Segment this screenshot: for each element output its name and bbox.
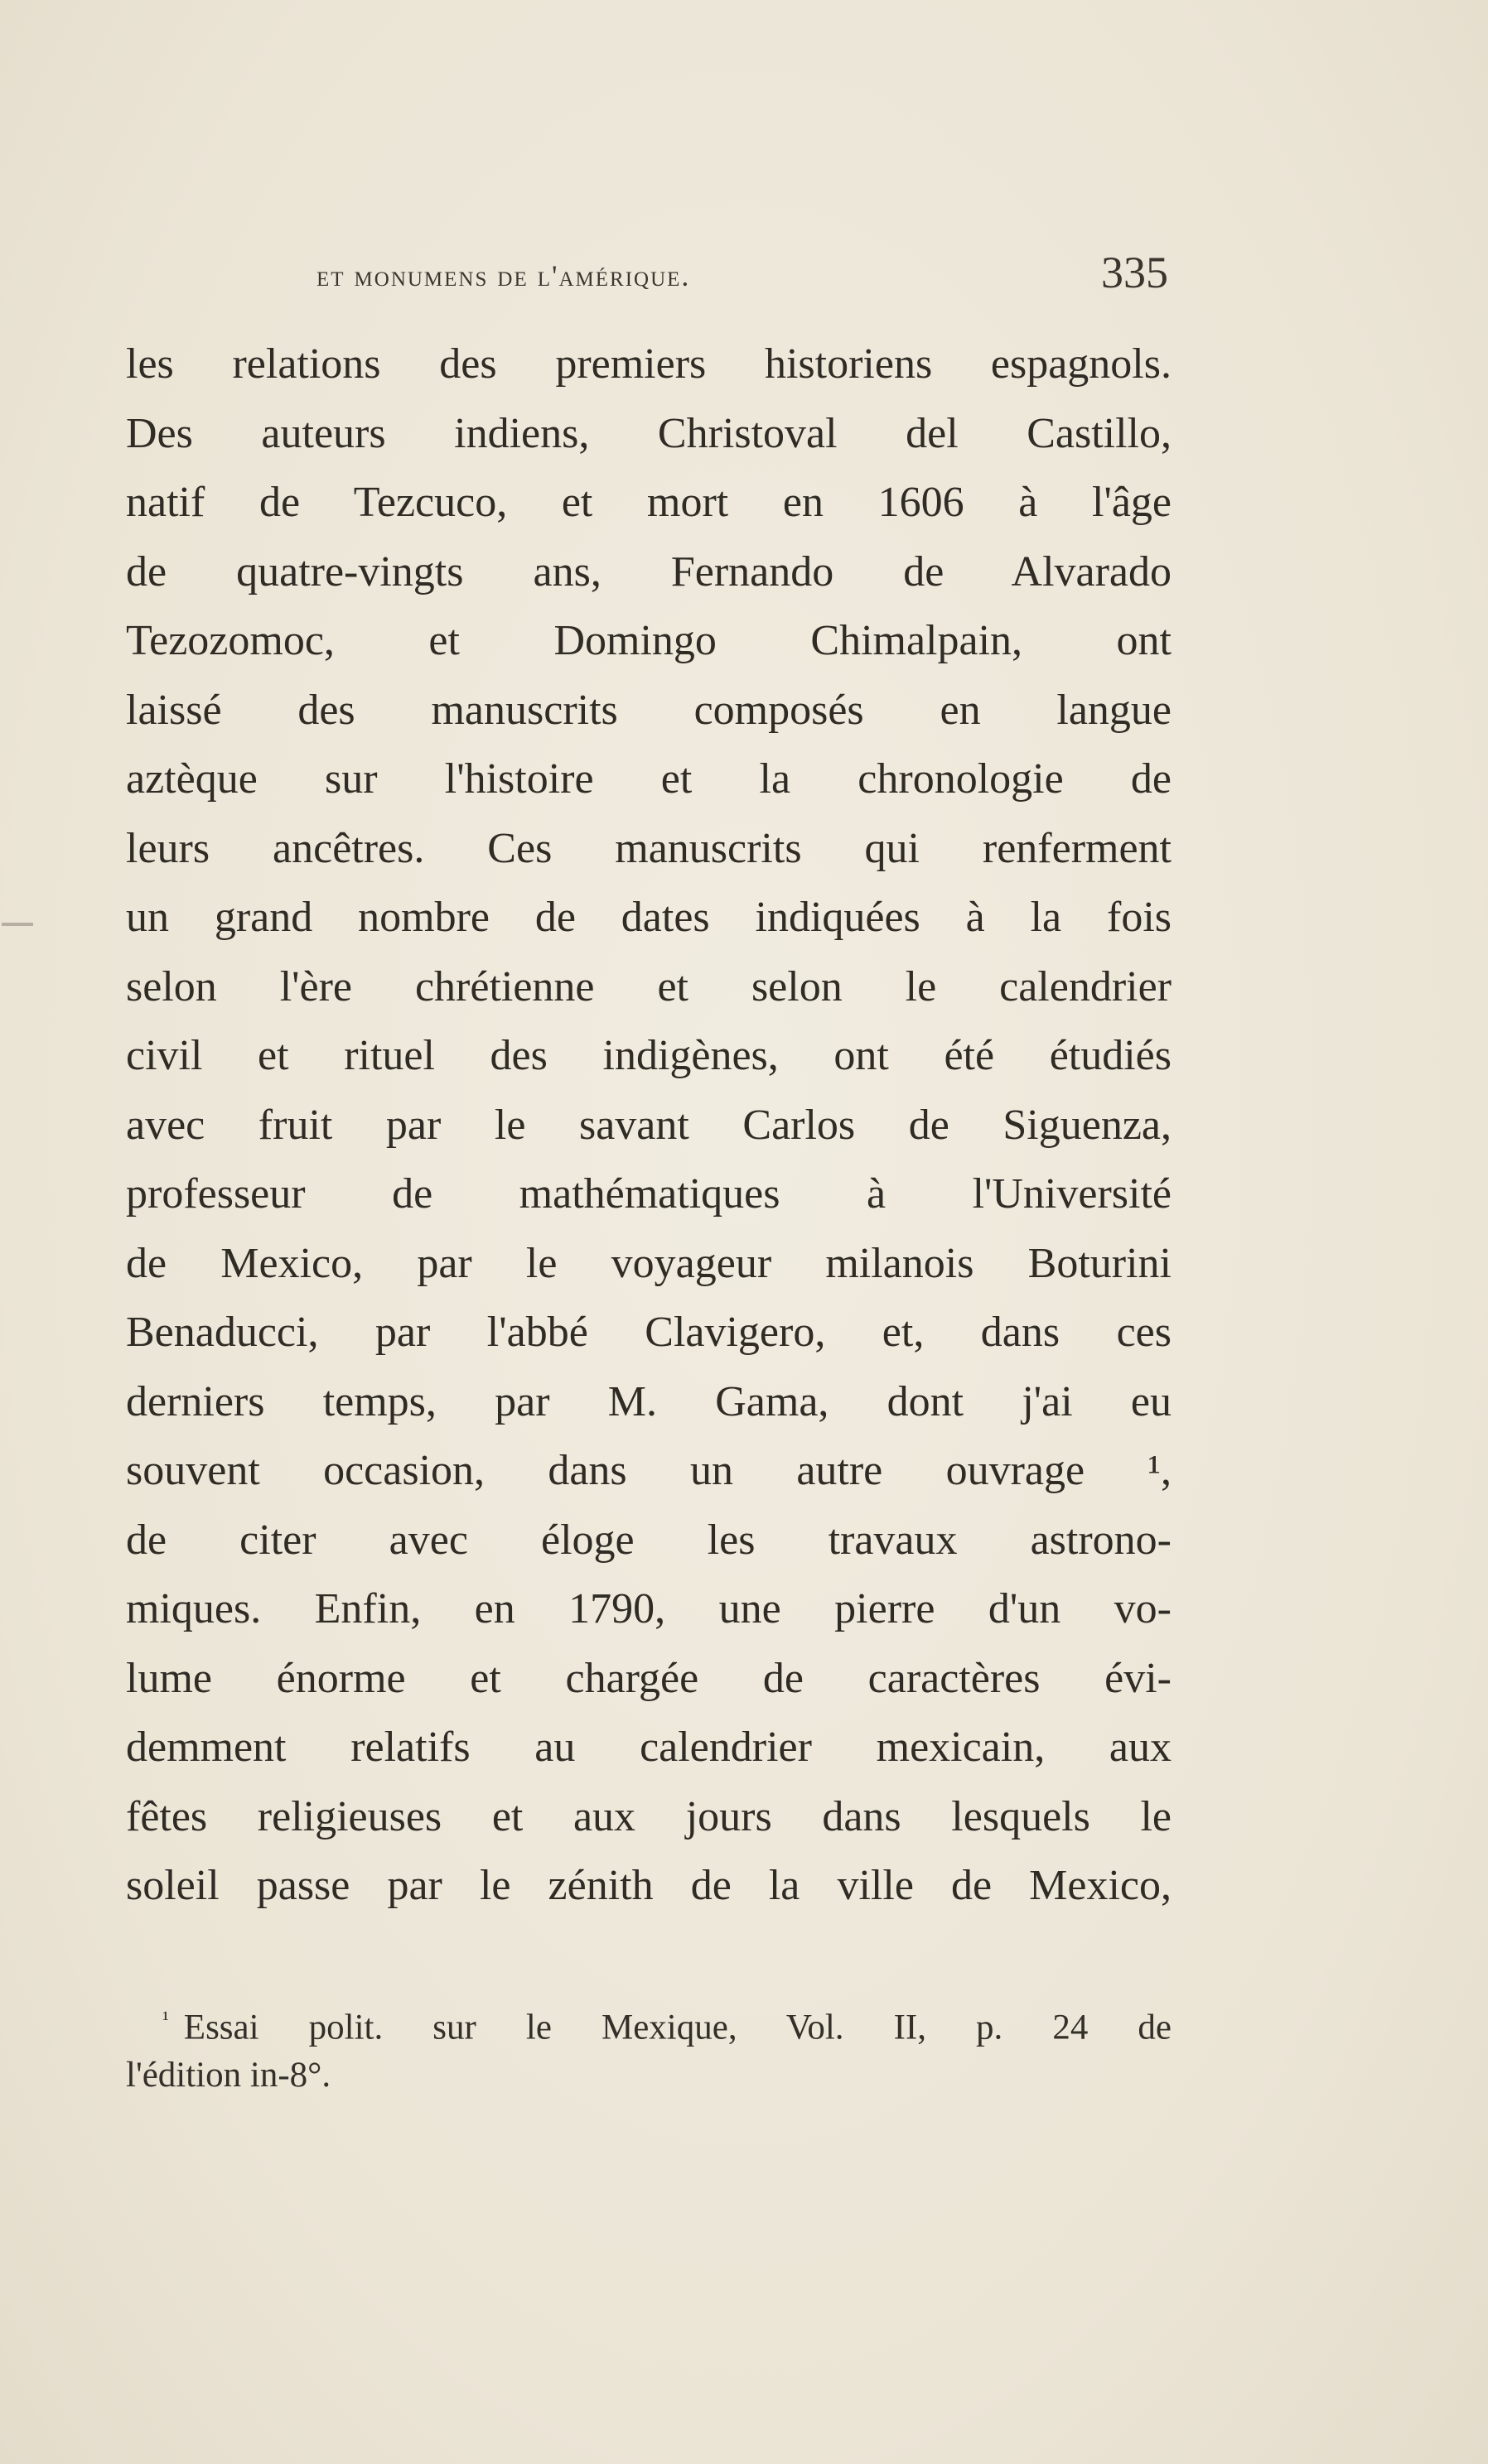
text-line: natif de Tezcuco, et mort en 1606 à l'âge <box>126 479 1172 526</box>
text-line: Des auteurs indiens, Christoval del Castillo, <box>126 409 1172 457</box>
text-line: professeur de mathématiques à l'Université <box>126 1170 1172 1218</box>
text-line: laissé des manuscrits composés en langue <box>126 686 1172 734</box>
text-line: un grand nombre de dates indiquées à la fois <box>126 894 1172 941</box>
text-line: de citer avec éloge les travaux astrono- <box>126 1516 1172 1564</box>
text-line: demment relatifs au calendrier mexicain, aux <box>126 1724 1172 1771</box>
footnote-text: Essai polit. sur le Mexique, Vol. II, p. 24 de <box>183 2008 1172 2047</box>
text-line: soleil passe par le zénith de la ville de Mexico, <box>126 1862 1172 1909</box>
text-line: derniers temps, par M. Gama, dont j'ai eu <box>126 1377 1172 1425</box>
text-line: Benaducci, par l'abbé Clavigero, et, dans ces <box>126 1309 1172 1356</box>
text-line: les relations des premiers historiens espagnols. <box>126 340 1172 388</box>
text-line: leurs ancêtres. Ces manuscrits qui renferment <box>126 824 1172 872</box>
text-line: aztèque sur l'histoire et la chronologie de <box>126 755 1172 803</box>
text-line: civil et rituel des indigènes, ont été étudiés <box>126 1032 1172 1079</box>
text-line: de Mexico, par le voyageur milanois Boturini <box>126 1239 1172 1287</box>
footnote-marker: ¹ <box>162 2007 169 2031</box>
text-line: avec fruit par le savant Carlos de Siguenza, <box>126 1101 1172 1149</box>
margin-mark <box>2 923 33 926</box>
text-line: Tezozomoc, et Domingo Chimalpain, ont <box>126 617 1172 664</box>
page-number: 335 <box>1101 248 1168 297</box>
body-text <box>126 330 1172 1921</box>
footnote-line: l'édition in-8°. <box>126 2056 331 2095</box>
footnote <box>126 1991 1172 2104</box>
text-line: lume énorme et chargée de caractères évi- <box>126 1654 1172 1702</box>
text-line: fêtes religieuses et aux jours dans lesquels le <box>126 1792 1172 1840</box>
footnote-line <box>126 1991 1172 2047</box>
text-line: selon l'ère chrétienne et selon le calendrier <box>126 962 1172 1010</box>
running-head <box>316 247 1168 305</box>
running-title: et monumens de l'amérique. <box>316 259 691 292</box>
text-line: souvent occasion, dans un autre ouvrage ¹, <box>126 1447 1172 1494</box>
text-line: de quatre-vingts ans, Fernando de Alvarado <box>126 547 1172 596</box>
text-line: miques. Enfin, en 1790, une pierre d'un vo- <box>126 1585 1172 1632</box>
